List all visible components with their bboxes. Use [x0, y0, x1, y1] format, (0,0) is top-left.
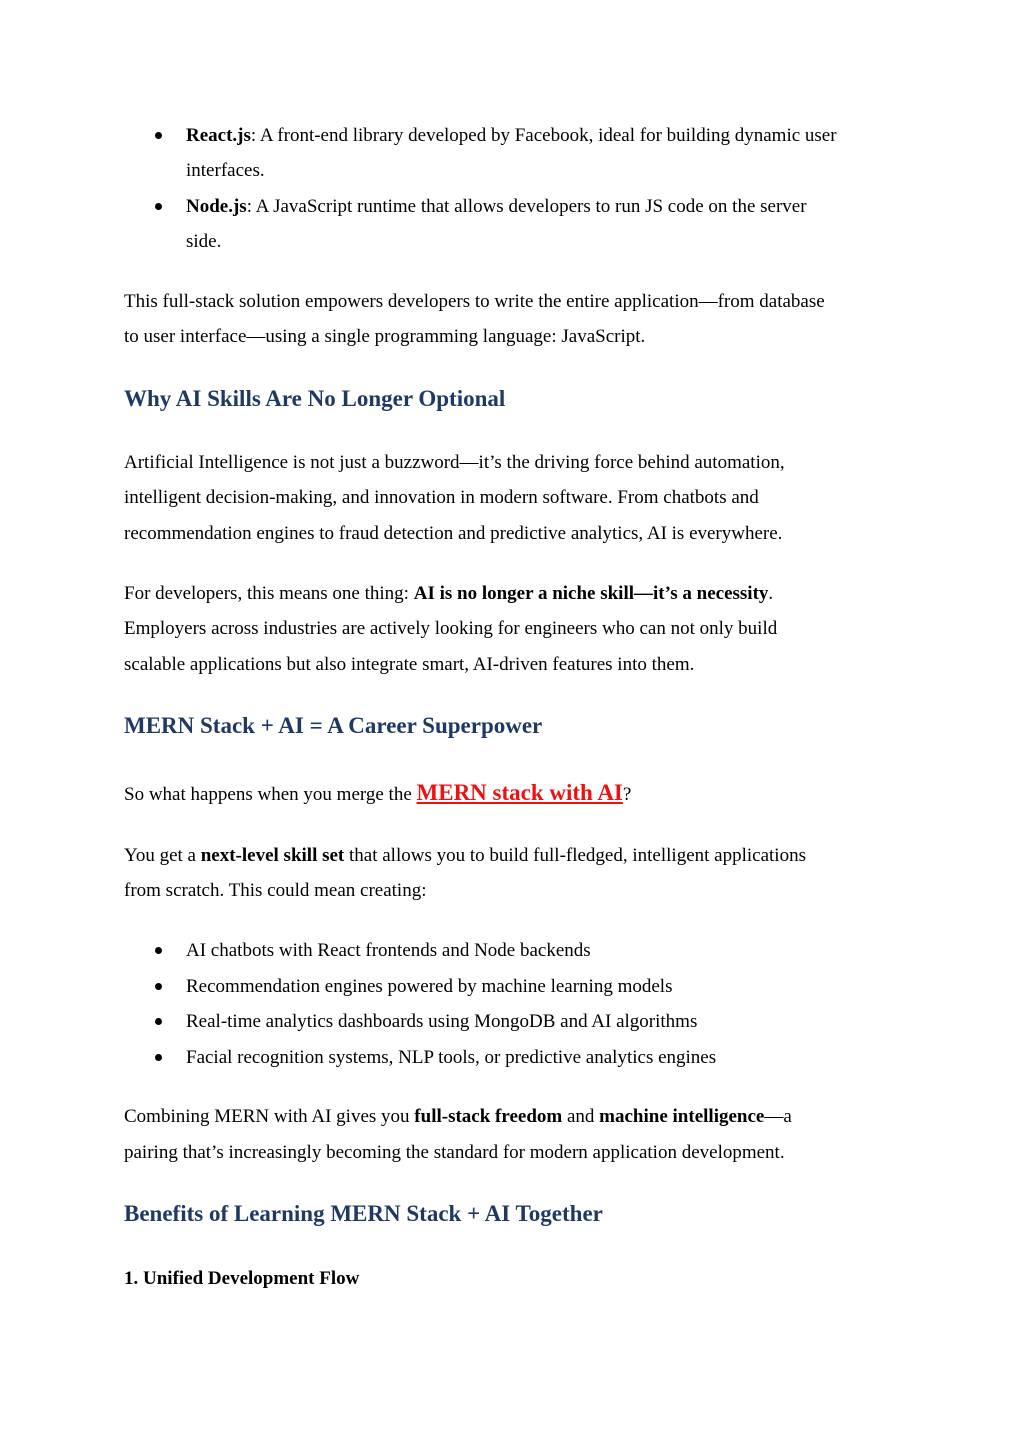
text-run: and — [562, 1106, 600, 1127]
section-heading-ai-skills: Why AI Skills Are No Longer Optional — [124, 386, 506, 411]
paragraph-line: This full-stack solution empowers developers to write the entire application—from database — [124, 291, 825, 312]
mern-ai-link[interactable]: MERN stack with AI — [416, 780, 623, 805]
text-run: Combining MERN with AI gives you — [124, 1106, 415, 1127]
paragraph-line — [124, 844, 806, 868]
list-item: Recommendation engines powered by machine learning models — [186, 976, 673, 997]
emphasis-text: machine intelligence — [599, 1106, 765, 1127]
paragraph-line: to user interface—using a single programming language: JavaScript. — [124, 326, 646, 347]
paragraph-line: from scratch. This could mean creating: — [124, 880, 427, 901]
text-run: For developers, this means one thing: — [124, 583, 414, 604]
bullet-term: React.js — [186, 125, 251, 146]
paragraph-line: recommendation engines to fraud detection and predictive analytics, AI is everywhere. — [124, 523, 783, 544]
text-run: So what happens when you merge the — [124, 784, 417, 805]
bullet-text-continued: interfaces. — [186, 160, 265, 181]
bullet-text: : A JavaScript runtime that allows developers to run JS code on the server — [246, 196, 807, 217]
paragraph-line: pairing that’s increasingly becoming the standard for modern application development. — [124, 1142, 785, 1163]
list-item: Facial recognition systems, NLP tools, or predictive analytics engines — [186, 1047, 717, 1068]
emphasis-text: full-stack freedom — [414, 1106, 563, 1127]
text-run: You get a — [124, 845, 201, 866]
bullet-term: Node.js — [186, 196, 247, 217]
bullet-dot — [155, 1018, 162, 1025]
paragraph-line: Employers across industries are actively looking for engineers who can not only build — [124, 618, 778, 639]
bullet-dot — [155, 983, 162, 990]
subheading-unified-flow: 1. Unified Development Flow — [124, 1268, 360, 1289]
paragraph-line: scalable applications but also integrate smart, AI-driven features into them. — [124, 654, 695, 675]
text-run: . — [768, 583, 774, 604]
bullet-dot — [155, 203, 162, 210]
bullet-react — [186, 124, 837, 148]
bullet-dot — [155, 132, 162, 139]
paragraph-line — [124, 582, 773, 606]
text-run: —a — [764, 1106, 792, 1127]
emphasis-text: AI is no longer a niche skill—it’s a necessity — [413, 583, 769, 604]
paragraph-line: Artificial Intelligence is not just a buzzword—it’s the driving force behind automation, — [124, 452, 785, 473]
emphasis-text: next-level skill set — [200, 845, 345, 866]
question-line — [124, 779, 631, 809]
section-heading-benefits: Benefits of Learning MERN Stack + AI Together — [124, 1201, 603, 1226]
text-run: ? — [622, 784, 632, 805]
bullet-text: : A front-end library developed by Facebook, ideal for building dynamic user — [250, 125, 837, 146]
paragraph-line: intelligent decision-making, and innovation in modern software. From chatbots and — [124, 487, 759, 508]
section-heading-career-superpower: MERN Stack + AI = A Career Superpower — [124, 713, 543, 738]
bullet-node — [186, 195, 807, 219]
bullet-dot — [155, 1054, 162, 1061]
list-item: AI chatbots with React frontends and Node backends — [186, 940, 591, 961]
list-item: Real-time analytics dashboards using MongoDB and AI algorithms — [186, 1011, 698, 1032]
text-run: that allows you to build full-fledged, intelligent applications — [344, 845, 806, 866]
bullet-dot — [155, 947, 162, 954]
paragraph-line — [124, 1105, 792, 1129]
bullet-text-continued: side. — [186, 231, 222, 252]
